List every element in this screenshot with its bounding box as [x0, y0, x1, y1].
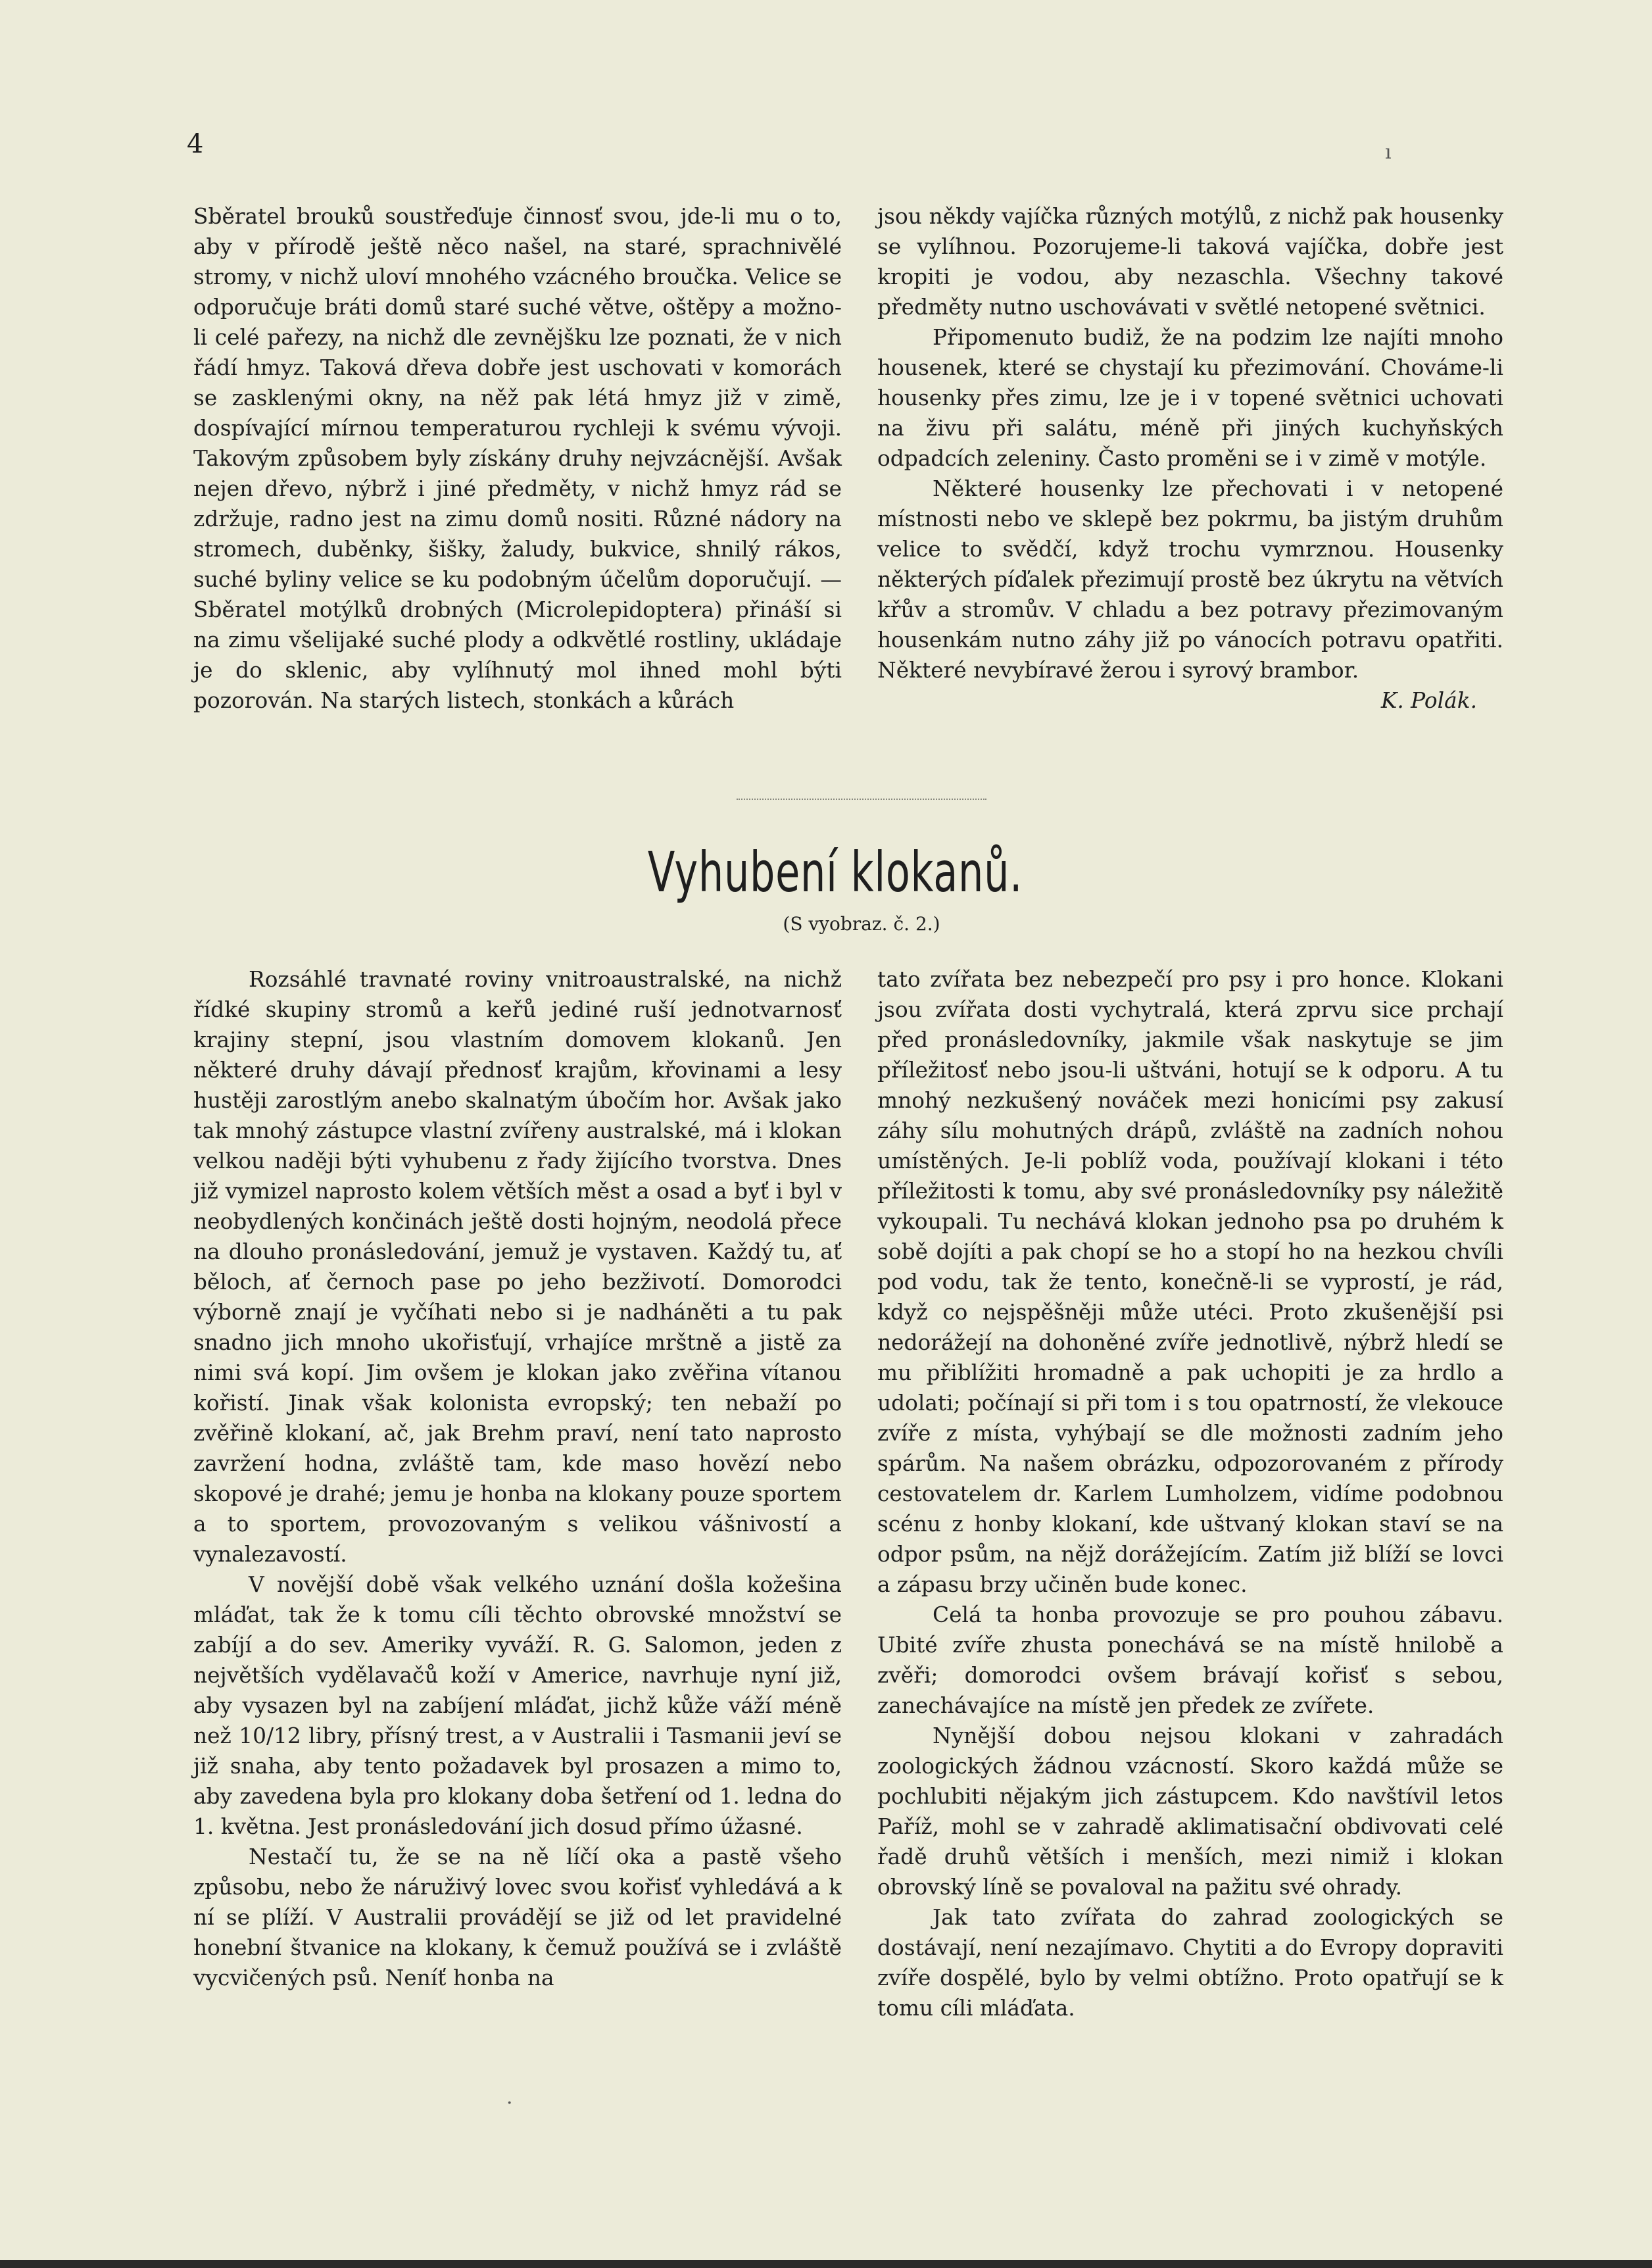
article-title: Vyhubení klokanů.: [647, 840, 1023, 904]
paragraph: tato zvířata bez nebezpečí pro psy i pro honce. Klokani jsou zvířata dosti vychytralá, která zprvu sice prchají před pronásledovníky, jakmile však naskytuje se jim příležitosť nebo jsou-li uštváni, hotují se k odporu. A tu mnohý nezkušený nováček mezi honicími psy zakusí záhy sílu mohutných drápů, zvláště na zadních nohou umístěných. Je-li poblíž voda, používají klokani i této příležitosti k tomu, aby své pronásledovníky psy náležitě vykoupali. Tu nechává klokan jednoho psa po druhém k sobě dojíti a pak chopí se ho a stopí ho na hezkou chvíli pod vodu, tak že tento, konečně-li se vyprostí, je rád, když co nejspěšněji může utéci. Proto zkušenější psi nedorážejí na dohoněné zvíře jednotlivě, nýbrž hledí se mu přiblížiti hromadně a pak uchopiti je za hrdlo a udolati; počínají si při tom i s tou opatrností, že vlekouce zvíře z místa, vyhýbají se dle možnosti zadním jeho spárům. Na našem obrázku, odpozorovaném z přírody cestovatelem dr. Karlem Lumholzem, vidíme podobnou scénu z honby klokaní, kde uštvaný klokan staví se na odpor psům, na nějž dorážejícím. Zatím již blíží se lovci a zápasu brzy učiněn bude konec.: [877, 967, 1503, 1597]
paragraph: jsou někdy vajíčka různých motýlů, z nichž pak housenky se vylíhnou. Pozorujeme-li taková vajíčka, dobře jest kropiti je vodou, aby nezaschla. Všechny takové předměty nutno uschovávati v světlé netopené světnici.: [877, 204, 1503, 320]
author-signature: K. Polák.: [1380, 688, 1477, 713]
paragraph: Sběratel brouků soustřeďuje činnosť svou, jde-li mu o to, aby v přírodě ještě něco našel, na staré, sprachnivělé stromy, v nichž uloví mnohého vzácného broučka. Velice se odporučuje bráti domů staré suché větve, oštěpy a možno-li celé pařezy, na nichž dle zevnějšku lze poznati, že v nich řádí hmyz. Taková dřeva dobře jest uschovati v komorách se zasklenými okny, na něž pak létá hmyz již v zimě, dospívající mírnou temperaturou rychleji k svému vývoji. Takovým způsobem byly získány druhy nejvzácnější. Avšak nejen dřevo, nýbrž i jiné předměty, v nichž hmyz rád se zdržuje, radno jest na zimu domů nositi. Různé nádory na stromech, duběnky, šišky, žaludy, bukvice, shnilý rákos, suché byliny velice se ku podobným účelům doporučují. — Sběratel motýlků drobných (Microlepidoptera) přináší si na zimu všelijaké suché plody a odkvětlé rostliny, ukládaje je do sklenic, aby vylíhnutý mol ihned mohl býti pozorován. Na starých listech, stonkách a kůrách: [193, 204, 842, 713]
paragraph: Jak tato zvířata do zahrad zoologických se dostávají, není nezajímavo. Chytiti a do Evropy dopraviti zvíře dospělé, bylo by velmi obtížno. Proto opatřují se k tomu cíli mláďata.: [877, 1905, 1503, 2021]
stray-mark: ı: [1385, 141, 1392, 164]
top-article-column-2: [877, 201, 1503, 716]
paragraph: V novější době však velkého uznání došla kožešina mláďat, tak že k tomu cíli těchto obrovské množství se zabíjí a do sev. Ameriky vyváží. R. G. Salomon, jeden z největších vydělavačů koží v Americe, navrhuje nyní již, aby vysazen byl na zabíjení mláďat, jichž kůže váží méně než 10/12 libry, přísný trest, a v Australii i Tasmanii jeví se již snaha, aby tento požadavek byl prosazen a mimo to, aby zavedena byla pro klokany doba šetření od 1. ledna do 1. května. Jest pronásledování jich dosud přímo úžasné.: [193, 1572, 842, 1839]
scan-bottom-edge: [0, 2260, 1652, 2268]
paragraph: Celá ta honba provozuje se pro pouhou zábavu. Ubité zvíře zhusta ponechává se na místě hnilobě a zvěři; domorodci ovšem brávají kořisť s sebou, zanechávajíce na místě jen předek ze zvířete.: [877, 1602, 1503, 1718]
top-article-column-1: [193, 201, 842, 716]
page-number: 4: [187, 129, 204, 159]
article-column-2: [877, 964, 1503, 2023]
paragraph: Připomenuto budiž, že na podzim lze najíti mnoho housenek, které se chystají ku přezimování. Chováme-li housenky přes zimu, lze je i v topené světnici uchovati na živu při salátu, méně při jiných kuchyňských odpadcích zeleniny. Často proměni se i v zimě v motýle.: [877, 325, 1503, 471]
article-column-1: [193, 964, 842, 1993]
article-subtitle: (S vyobraz. č. 2.): [783, 913, 940, 935]
paragraph: Nynější dobou nejsou klokani v zahradách zoologických žádnou vzácností. Skoro každá může se pochlubiti nějakým jich zástupcem. Kdo navštívil letos Paříž, mohl se v zahradě aklimatisační obdivovati celé řadě druhů větších i menších, mezi nimiž i klokan obrovský líně se povaloval na pažitu své ohrady.: [877, 1723, 1503, 1900]
stray-mark: ·: [506, 2092, 513, 2115]
paragraph: Nestačí tu, že se na ně líčí oka a pastě všeho způsobu, nebo že náruživý lovec svou kořisť vyhledává a k ní se plíží. V Australii provádějí se již od let pravidelné honební štvanice na klokany, k čemuž používá se i zvláště vycvičených psů. Neníť honba na: [193, 1844, 842, 1990]
paragraph: Rozsáhlé travnaté roviny vnitroaustralské, na nichž řídké skupiny stromů a keřů jediné ruší jednotvarnosť krajiny stepní, jsou vlastním domovem klokanů. Jen některé druhy dávají přednosť krajům, křovinami a lesy hustěji zarostlým anebo skalnatým úbočím hor. Avšak jako tak mnohý zástupce vlastní zvířeny australské, má i klokan velkou naději býti vyhubenu z řady žijícího tvorstva. Dnes již vymizel naprosto kolem větších měst a osad a byť i byl v neobydlených končinách ještě dosti hojným, neodolá přece na dlouho pronásledování, jemuž je vystaven. Každý tu, ať běloch, ať černoch pase po jeho bezživotí. Domorodci výborně znají je vyčíhati nebo si je nadháněti a tu pak snadno jich mnoho ukořisťují, vrhajíce mrštně a jistě za nimi svá kopí. Jim ovšem je klokan jako zvěřina vítanou kořistí. Jinak však kolonista evropský; ten nebaží po zvěřině klokaní, ač, jak Brehm praví, není tato naprosto zavržení hodna, zvláště tam, kde maso hovězí nebo skopové je drahé; jemu je honba na klokany pouze sportem a to sportem, provozovaným s velikou vášnivostí a vynalezavostí.: [193, 967, 842, 1567]
section-divider: [737, 799, 986, 800]
paragraph: Některé housenky lze přechovati i v netopené místnosti nebo ve sklepě bez pokrmu, ba jistým druhům velice to svědčí, když trochu vymrznou. Housenky některých píďalek přezimují prostě bez úkrytu na větvích křův a stromův. V chladu a bez potravy přezimovaným housenkám nutno záhy již po vánocích potravu opatřiti. Některé nevybíravé žerou i syrový brambor.: [877, 476, 1503, 683]
